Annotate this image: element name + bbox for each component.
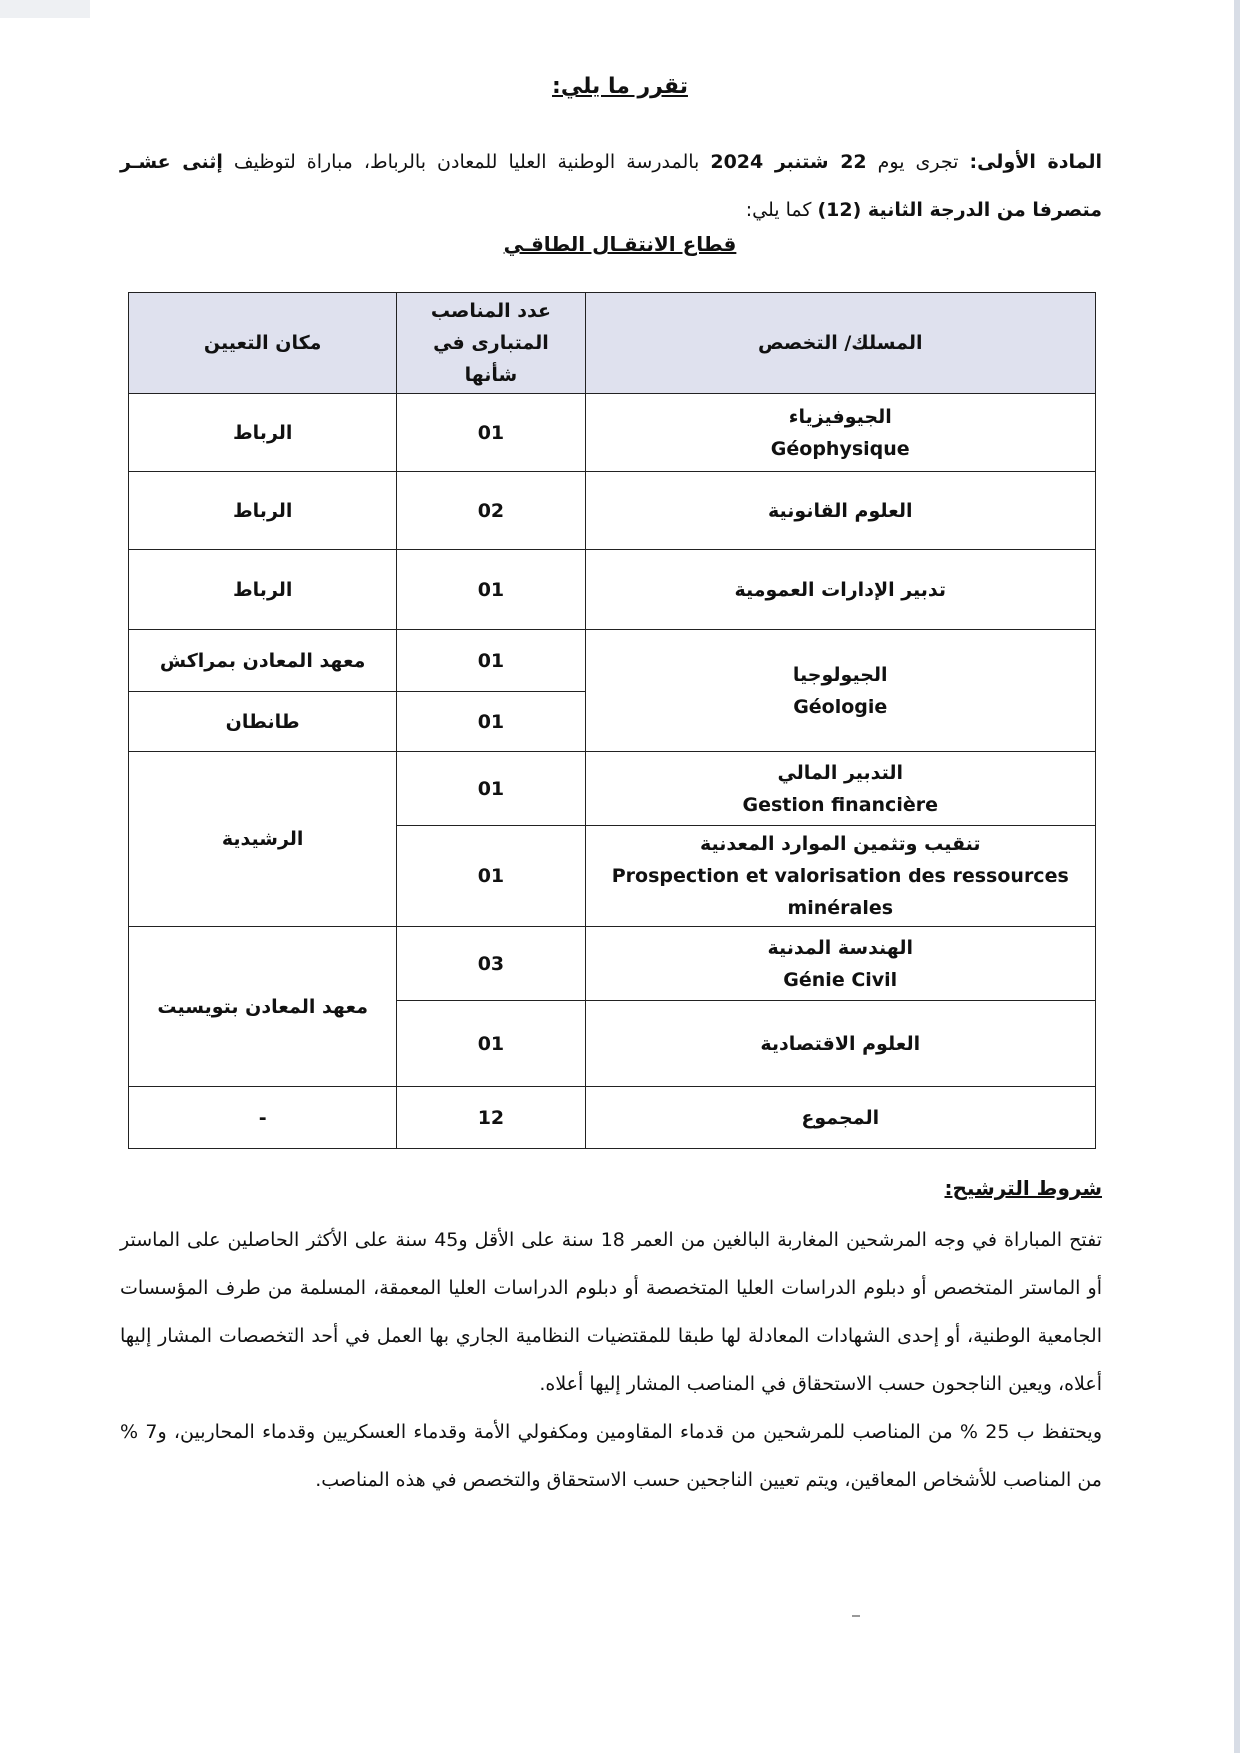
specialty-fr: Gestion financière [742, 793, 938, 816]
header-count: عدد المناصب المتبارى في شأنها [397, 293, 585, 394]
specialty-cell [585, 752, 1096, 826]
specialty-ar: الهندسة المدنية [767, 936, 913, 959]
sector-title: قطاع الانتقـال الطاقـي [503, 232, 737, 256]
place-cell: الرباط [129, 472, 397, 550]
scan-edge [1234, 0, 1240, 1753]
table-row [129, 630, 1096, 692]
conditions-body [120, 1216, 1102, 1504]
place-cell: الرباط [129, 394, 397, 472]
header-place: مكان التعيين [129, 293, 397, 394]
specialty-ar: التدبير المالي [777, 761, 904, 784]
scan-artifact [0, 0, 90, 18]
article-text: كما يلي: [745, 199, 818, 221]
table-row [129, 394, 1096, 472]
article-count: إثنى عشـر متصرفا من الدرجة الثانية (12) [120, 151, 1102, 221]
positions-table [128, 292, 1096, 1149]
specialty-ar: العلوم القانونية [768, 499, 913, 522]
scan-mark [852, 1615, 860, 1617]
conditions-paragraph: تفتح المباراة في وجه المرشحين المغاربة البالغين من العمر 18 سنة على الأقل و45 سنة على الأكثر الحاصلين على الماستر أو الماستر المتخصص أو دبلوم الدراسات العليا المتخصصة أو دبلوم الدراسات العليا المعمقة، المسلمة من طرف المؤسسات الجامعية الوطنية، أو إحدى الشهادات المعادلة لها طبقا للمقتضيات النظامية الجاري بها العمل في أحد التخصصات المشار إليها أعلاه، ويعين الناجحون حسب الاستحقاق في المناصب المشار إليها أعلاه. [120, 1229, 1102, 1395]
conditions-title: شروط الترشيح: [944, 1176, 1102, 1200]
table-row [129, 550, 1096, 630]
total-place: - [129, 1087, 397, 1149]
place-cell: معهد المعادن بمراكش [129, 630, 397, 692]
article-one [120, 138, 1102, 234]
place-cell: طانطان [129, 692, 397, 752]
specialty-fr: Géologie [793, 695, 888, 718]
specialty-cell [585, 630, 1096, 752]
specialty-ar: تنقيب وتثمين الموارد المعدنية [699, 833, 981, 855]
header-specialty: المسلك/ التخصص [585, 293, 1096, 394]
specialty-ar: الجيولوجيا [792, 663, 888, 686]
count-cell: 01 [397, 1001, 585, 1087]
specialty-cell [585, 550, 1096, 630]
place-cell: الرباط [129, 550, 397, 630]
table-total-row [129, 1087, 1096, 1149]
article-text: بالمدرسة الوطنية العليا للمعادن بالرباط، مباراة لتوظيف [222, 151, 711, 173]
specialty-cell [585, 472, 1096, 550]
count-cell: 02 [397, 472, 585, 550]
total-label: المجموع [585, 1087, 1096, 1149]
count-cell: 01 [397, 550, 585, 630]
specialty-cell [585, 927, 1096, 1001]
specialty-fr: Génie Civil [783, 968, 898, 991]
specialty-ar: العلوم الاقتصادية [760, 1032, 921, 1055]
count-cell: 01 [397, 394, 585, 472]
specialty-ar: تدبير الإدارات العمومية [734, 578, 947, 601]
article-text: تجرى يوم [866, 151, 970, 173]
count-cell: 01 [397, 630, 585, 692]
table-header-row [129, 293, 1096, 394]
count-cell: 01 [397, 692, 585, 752]
specialty-cell [585, 394, 1096, 472]
count-cell: 03 [397, 927, 585, 1001]
place-cell: معهد المعادن بتويسيت [129, 927, 397, 1087]
conditions-paragraph: ويحتفظ ب 25 % من المناصب للمرشحين من قدماء المقاومين ومكفولي الأمة وقدماء العسكريين وقدماء المحاربين، و7 % من المناصب للأشخاص المعاقين، ويتم تعيين الناجحين حسب الاستحقاق والتخصص في هذه المناصب. [120, 1421, 1103, 1491]
table-row [129, 752, 1096, 826]
article-date: 22 شتنبر 2024 [710, 151, 867, 173]
specialty-fr: Prospection et valorisation des ressources minérales [611, 865, 1069, 919]
specialty-fr: Géophysique [770, 437, 910, 460]
specialty-cell [585, 1001, 1096, 1087]
total-count: 12 [397, 1087, 585, 1149]
specialty-ar: الجيوفيزياء [788, 405, 892, 428]
table-row [129, 472, 1096, 550]
specialty-cell [585, 826, 1096, 927]
count-cell: 01 [397, 826, 585, 927]
table-row [129, 927, 1096, 1001]
article-label: المادة الأولى: [969, 151, 1102, 173]
decision-title: تقرر ما يلي: [552, 74, 688, 99]
count-cell: 01 [397, 752, 585, 826]
place-cell: الرشيدية [129, 752, 397, 927]
